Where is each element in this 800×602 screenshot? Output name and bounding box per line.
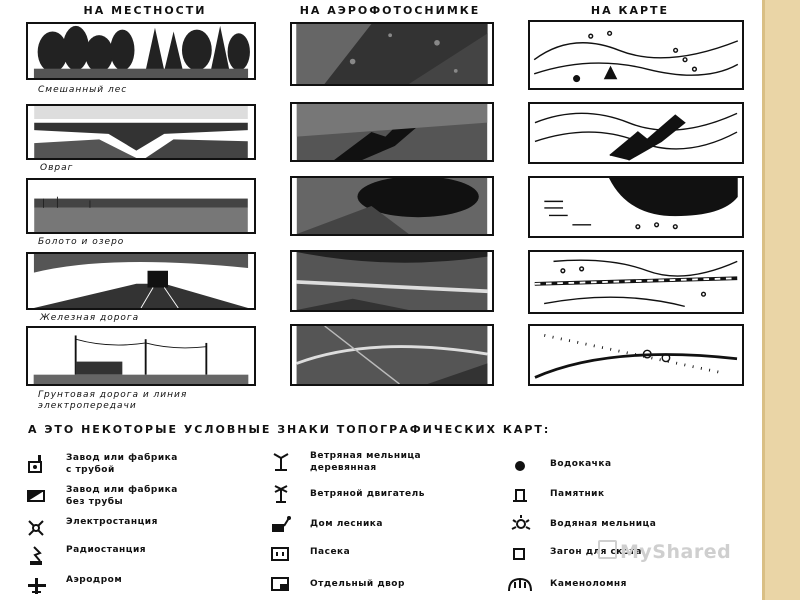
column-title-aerial-photo: НА АЭРОФОТОСНИМКЕ bbox=[299, 4, 481, 17]
legend-label: Загон для скота bbox=[550, 547, 642, 557]
legend-label: Отдельный двор bbox=[310, 579, 405, 589]
forester-house-icon bbox=[270, 514, 292, 534]
terrain-image-railway bbox=[26, 252, 256, 310]
caption-dirt-road-power-line: Грунтовая дорога и линия электропередачи bbox=[38, 390, 188, 411]
legend-item-power-station bbox=[26, 516, 246, 544]
aerial-image-swamp-and-lake bbox=[290, 176, 494, 236]
wooden-windmill-icon bbox=[270, 452, 292, 472]
aerial-image-dirt-road-power-line bbox=[290, 324, 494, 386]
legend-label: Каменоломня bbox=[550, 579, 627, 589]
wind-engine-icon bbox=[270, 484, 292, 504]
terrain-image-swamp-and-lake bbox=[26, 178, 256, 234]
legend-item-quarry bbox=[506, 572, 726, 600]
aerial-image-mixed-forest bbox=[290, 22, 494, 86]
monument-icon bbox=[510, 484, 532, 504]
separate-yard-icon bbox=[270, 574, 292, 594]
water-mill-icon bbox=[510, 514, 532, 534]
legend-item-separate-yard bbox=[270, 572, 490, 600]
map-image-swamp-and-lake bbox=[528, 176, 744, 238]
caption-mixed-forest: Смешанный лес bbox=[38, 85, 128, 95]
legend-label: Дом лесника bbox=[310, 519, 383, 529]
factory-without-chimney-icon bbox=[26, 486, 48, 506]
radio-station-icon bbox=[26, 546, 48, 566]
legend-item-wooden-windmill bbox=[270, 450, 490, 478]
aerial-image-ravine bbox=[290, 102, 494, 162]
legend-label: Электростанция bbox=[66, 517, 158, 527]
legend-item-monument bbox=[510, 482, 730, 510]
legend-label: Водокачка bbox=[550, 459, 612, 469]
caption-railway: Железная дорога bbox=[40, 313, 140, 323]
cattle-pen-icon bbox=[510, 544, 532, 564]
legend-item-forester-house bbox=[270, 512, 490, 540]
airfield-icon bbox=[26, 576, 48, 596]
legend-item-water-tower bbox=[510, 454, 730, 482]
caption-ravine: Овраг bbox=[40, 163, 74, 173]
legend-item-water-mill bbox=[510, 512, 730, 540]
quarry-icon bbox=[506, 574, 528, 594]
terrain-image-ravine bbox=[26, 104, 256, 160]
legend-label: Радиостанция bbox=[66, 545, 147, 555]
watermark-logo bbox=[598, 540, 731, 563]
caption-swamp-and-lake: Болото и озеро bbox=[38, 237, 125, 247]
legend-item-factory-with-chimney bbox=[26, 452, 246, 480]
watermark-text: MyShared bbox=[620, 541, 732, 563]
column-title-map: НА КАРТЕ bbox=[590, 4, 670, 17]
map-image-dirt-road-power-line bbox=[528, 324, 744, 386]
map-image-mixed-forest bbox=[528, 20, 744, 90]
legend-label: Ветряной двигатель bbox=[310, 489, 425, 499]
column-title-terrain: НА МЕСТНОСТИ bbox=[83, 4, 207, 17]
legend-item-factory-without-chimney bbox=[26, 484, 246, 512]
terrain-image-mixed-forest bbox=[26, 22, 256, 80]
legend-item-apiary bbox=[270, 542, 490, 570]
legend-label: Аэродром bbox=[66, 575, 123, 585]
legend-item-radio-station bbox=[26, 544, 246, 572]
terrain-image-dirt-road-power-line bbox=[26, 326, 256, 386]
legend-label: Водяная мельница bbox=[550, 519, 657, 529]
watermark-box-icon bbox=[598, 540, 617, 559]
power-station-icon bbox=[26, 518, 48, 538]
legend-label: Завод или фабрика без трубы bbox=[66, 485, 178, 507]
legend-item-wind-engine bbox=[270, 482, 490, 510]
legend-label: Ветряная мельница деревянная bbox=[310, 451, 422, 473]
apiary-icon bbox=[270, 544, 292, 564]
map-image-ravine bbox=[528, 102, 744, 164]
legend-item-airfield bbox=[26, 574, 246, 602]
legend-heading: А ЭТО НЕКОТОРЫЕ УСЛОВНЫЕ ЗНАКИ ТОПОГРАФИЧЕСКИХ КАРТ: bbox=[28, 423, 551, 436]
legend-label: Завод или фабрика с трубой bbox=[66, 453, 178, 475]
aerial-image-railway bbox=[290, 250, 494, 312]
legend-label: Пасека bbox=[310, 547, 351, 557]
map-image-railway bbox=[528, 250, 744, 314]
side-decorative-stripe bbox=[762, 0, 800, 600]
legend-label: Памятник bbox=[550, 489, 605, 499]
water-tower-icon bbox=[510, 456, 532, 476]
factory-with-chimney-icon bbox=[26, 454, 48, 474]
